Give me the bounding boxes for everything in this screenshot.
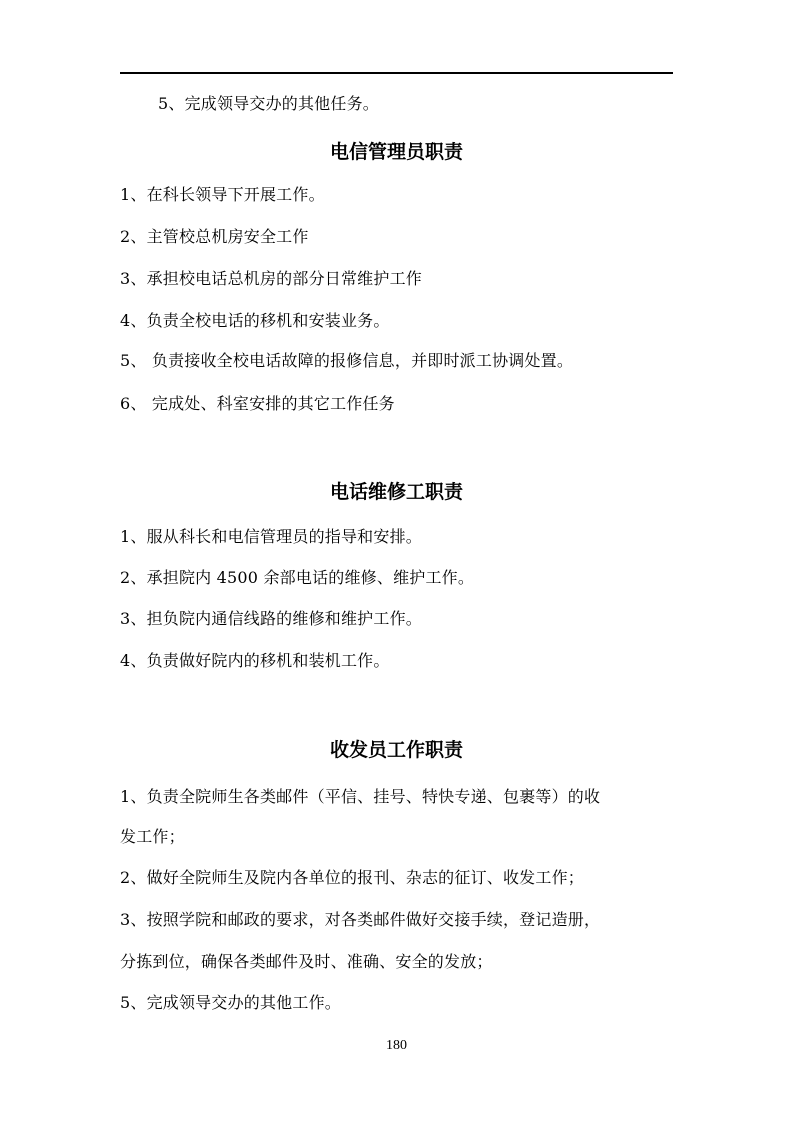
mail-line-4: 3、按照学院和邮政的要求，对各类邮件做好交接手续，登记造册， <box>120 910 601 929</box>
repair-item-1: 1、服从科长和电信管理员的指导和安排。 <box>120 527 422 546</box>
telecom-item-2: 2、主管校总机房安全工作 <box>120 227 309 246</box>
header-rule <box>120 72 673 74</box>
mail-line-2: 发工作； <box>120 827 185 846</box>
repair-item-3: 3、担负院内通信线路的维修和维护工作。 <box>120 609 422 628</box>
telecom-item-5: 5、 负责接收全校电话故障的报修信息，并即时派工协调处置。 <box>120 351 574 370</box>
mail-line-1: 1、负责全院师生各类邮件（平信、挂号、特快专递、包裹等）的收 <box>120 787 601 806</box>
mail-line-3: 2、做好全院师生及院内各单位的报刊、杂志的征订、收发工作； <box>120 868 584 887</box>
telecom-item-1: 1、在科长领导下开展工作。 <box>120 185 325 204</box>
telecom-item-3: 3、承担校电话总机房的部分日常维护工作 <box>120 269 422 288</box>
mail-line-6: 5、完成领导交办的其他工作。 <box>120 993 341 1012</box>
mail-line-5: 分拣到位，确保各类邮件及时、准确、安全的发放； <box>120 952 493 971</box>
repair-item-2: 2、承担院内 4500 余部电话的维修、维护工作。 <box>120 568 475 587</box>
telecom-item-6: 6、 完成处、科室安排的其它工作任务 <box>120 394 395 413</box>
section-title-mail: 收发员工作职责 <box>329 739 463 761</box>
section-title-telecom: 电信管理员职责 <box>329 141 463 163</box>
repair-item-4: 4、负责做好院内的移机和装机工作。 <box>120 651 390 670</box>
intro-line: 5、完成领导交办的其他任务。 <box>158 94 379 113</box>
section-title-repair: 电话维修工职责 <box>329 481 463 503</box>
telecom-item-4: 4、负责全校电话的移机和安装业务。 <box>120 311 390 330</box>
page-number: 180 <box>386 1038 407 1053</box>
